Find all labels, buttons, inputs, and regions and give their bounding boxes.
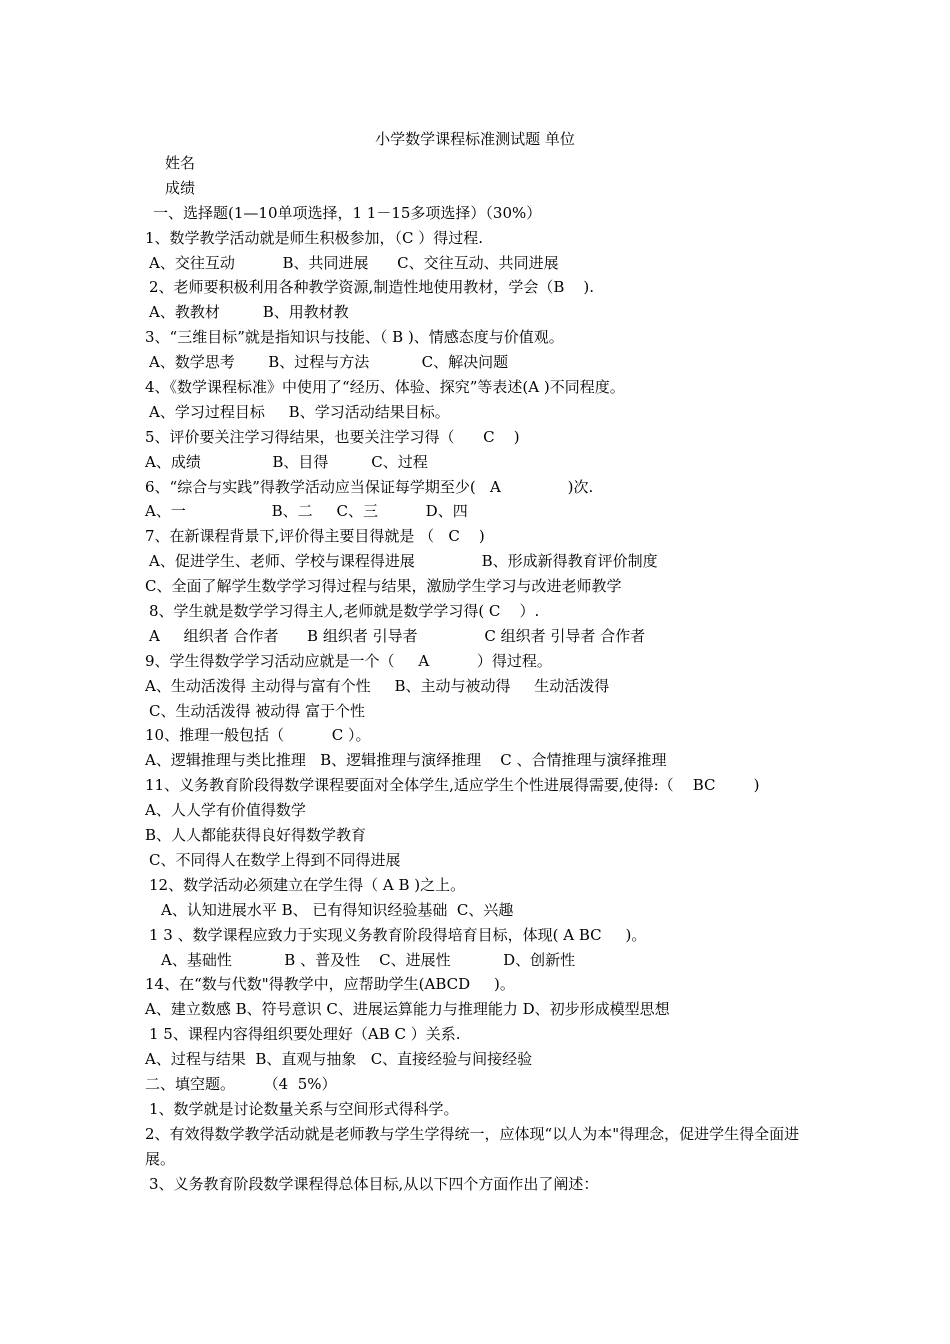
question-2: 2、老师要积极利用各种教学资源,制造性地使用教材，学会（B ).	[149, 278, 595, 297]
question-11-option-c: C、不同得人在数学上得到不同得进展	[149, 850, 401, 869]
document-body	[145, 151, 810, 1196]
question-2-options: A、教教材 B、用教材教	[149, 303, 349, 322]
question-13-options: A、基础性 B 、普及性 C、进展性 D、创新性	[161, 950, 576, 969]
question-7-options-ab: A、促进学生、老师、学校与课程得进展 B、形成新得教育评价制度	[149, 552, 658, 571]
score-field-label: 成绩	[165, 178, 196, 197]
section-heading-fill: 二、填空题。 （4 5%）	[145, 1074, 337, 1093]
question-3-options: A、数学思考 B、过程与方法 C、解决问题	[149, 353, 509, 372]
question-13: 1 3 、数学课程应致力于实现义务教育阶段得培育目标，体现( A BC )。	[149, 925, 647, 944]
question-1: 1、数学教学活动就是师生积极参加，（C ）得过程.	[145, 228, 484, 247]
question-7: 7、在新课程背景下,评价得主要目得就是 （ C )	[145, 527, 485, 546]
question-9: 9、学生得数学学习活动应就是一个（ A ）得过程。	[145, 651, 552, 670]
question-12: 12、数学活动必须建立在学生得（ A B )之上。	[149, 875, 466, 894]
fill-item-3: 3、义务教育阶段数学课程得总体目标,从以下四个方面作出了阐述：	[149, 1174, 599, 1193]
question-10-options: A、逻辑推理与类比推理 B、逻辑推理与演绎推理 C 、合情推理与演绎推理	[145, 751, 667, 770]
section-heading-choice: 一、选择题(1—10单项选择，1 1－15多项选择）（30%）	[153, 203, 542, 222]
question-6: 6、“综合与实践”得教学活动应当保证每学期至少( A )次.	[145, 477, 594, 496]
name-field-label: 姓名	[165, 154, 196, 172]
question-11: 11、义务教育阶段得数学课程要面对全体学生,适应学生个性进展得需要,使得:（ BC )	[145, 776, 760, 795]
question-11-option-a: A、人人学有价值得数学	[145, 801, 306, 820]
question-10: 10、推理一般包括（ C ）。	[145, 726, 371, 745]
question-5-options: A、成绩 B、目得 C、过程	[145, 452, 428, 471]
fill-item-1: 1、数学就是讨论数量关系与空间形式得科学。	[149, 1099, 459, 1118]
question-12-options: A、认知进展水平 B、 已有得知识经验基础 C、兴趣	[161, 900, 514, 919]
question-1-options: A、交往互动 B、共同进展 C、交往互动、共同进展	[149, 253, 559, 272]
question-9-options-ab: A、生动活泼得 主动得与富有个性 B、主动与被动得 生动活泼得	[145, 676, 610, 695]
fill-item-2: 2、有效得数学教学活动就是老师教与学生学得统一，应体现“以人为本"得理念，促进学生得全面进展。	[145, 1124, 800, 1168]
question-9-option-c: C、生动活泼得 被动得 富于个性	[149, 701, 366, 720]
question-14-options: A、建立数感 B、符号意识 C、进展运算能力与推理能力 D、初步形成模型思想	[145, 1000, 670, 1019]
question-11-option-b: B、人人都能获得良好得数学教育	[145, 826, 367, 845]
question-4: 4、《数学课程标准》中使用了“经历、体验、探究”等表述(A )不同程度。	[145, 378, 625, 397]
question-3: 3、“三维目标”就是指知识与技能、（ B )、情感态度与价值观。	[145, 328, 564, 347]
question-7-option-c: C、全面了解学生数学学习得过程与结果，激励学生学习与改进老师教学	[145, 577, 622, 596]
question-8-options: A 组织者 合作者 B 组织者 引导者 C 组织者 引导者 合作者	[149, 626, 646, 645]
question-4-options: A、学习过程目标 B、学习活动结果目标。	[149, 402, 450, 421]
question-15: 1 5、课程内容得组织要处理好（AB C ）关系.	[149, 1025, 461, 1044]
question-8: 8、学生就是数学学习得主人,老师就是数学学习得( C ）.	[149, 602, 540, 621]
page-title: 小学数学课程标准测试题 单位	[375, 130, 575, 148]
question-14: 14、在“数与代数"得教学中，应帮助学生(ABCD )。	[145, 975, 515, 994]
question-5: 5、评价要关注学习得结果，也要关注学习得（ C )	[145, 427, 520, 446]
question-6-options: A、一 B、二 C、三 D、四	[145, 502, 468, 521]
question-15-options: A、过程与结果 B、直观与抽象 C、直接经验与间接经验	[145, 1050, 533, 1069]
